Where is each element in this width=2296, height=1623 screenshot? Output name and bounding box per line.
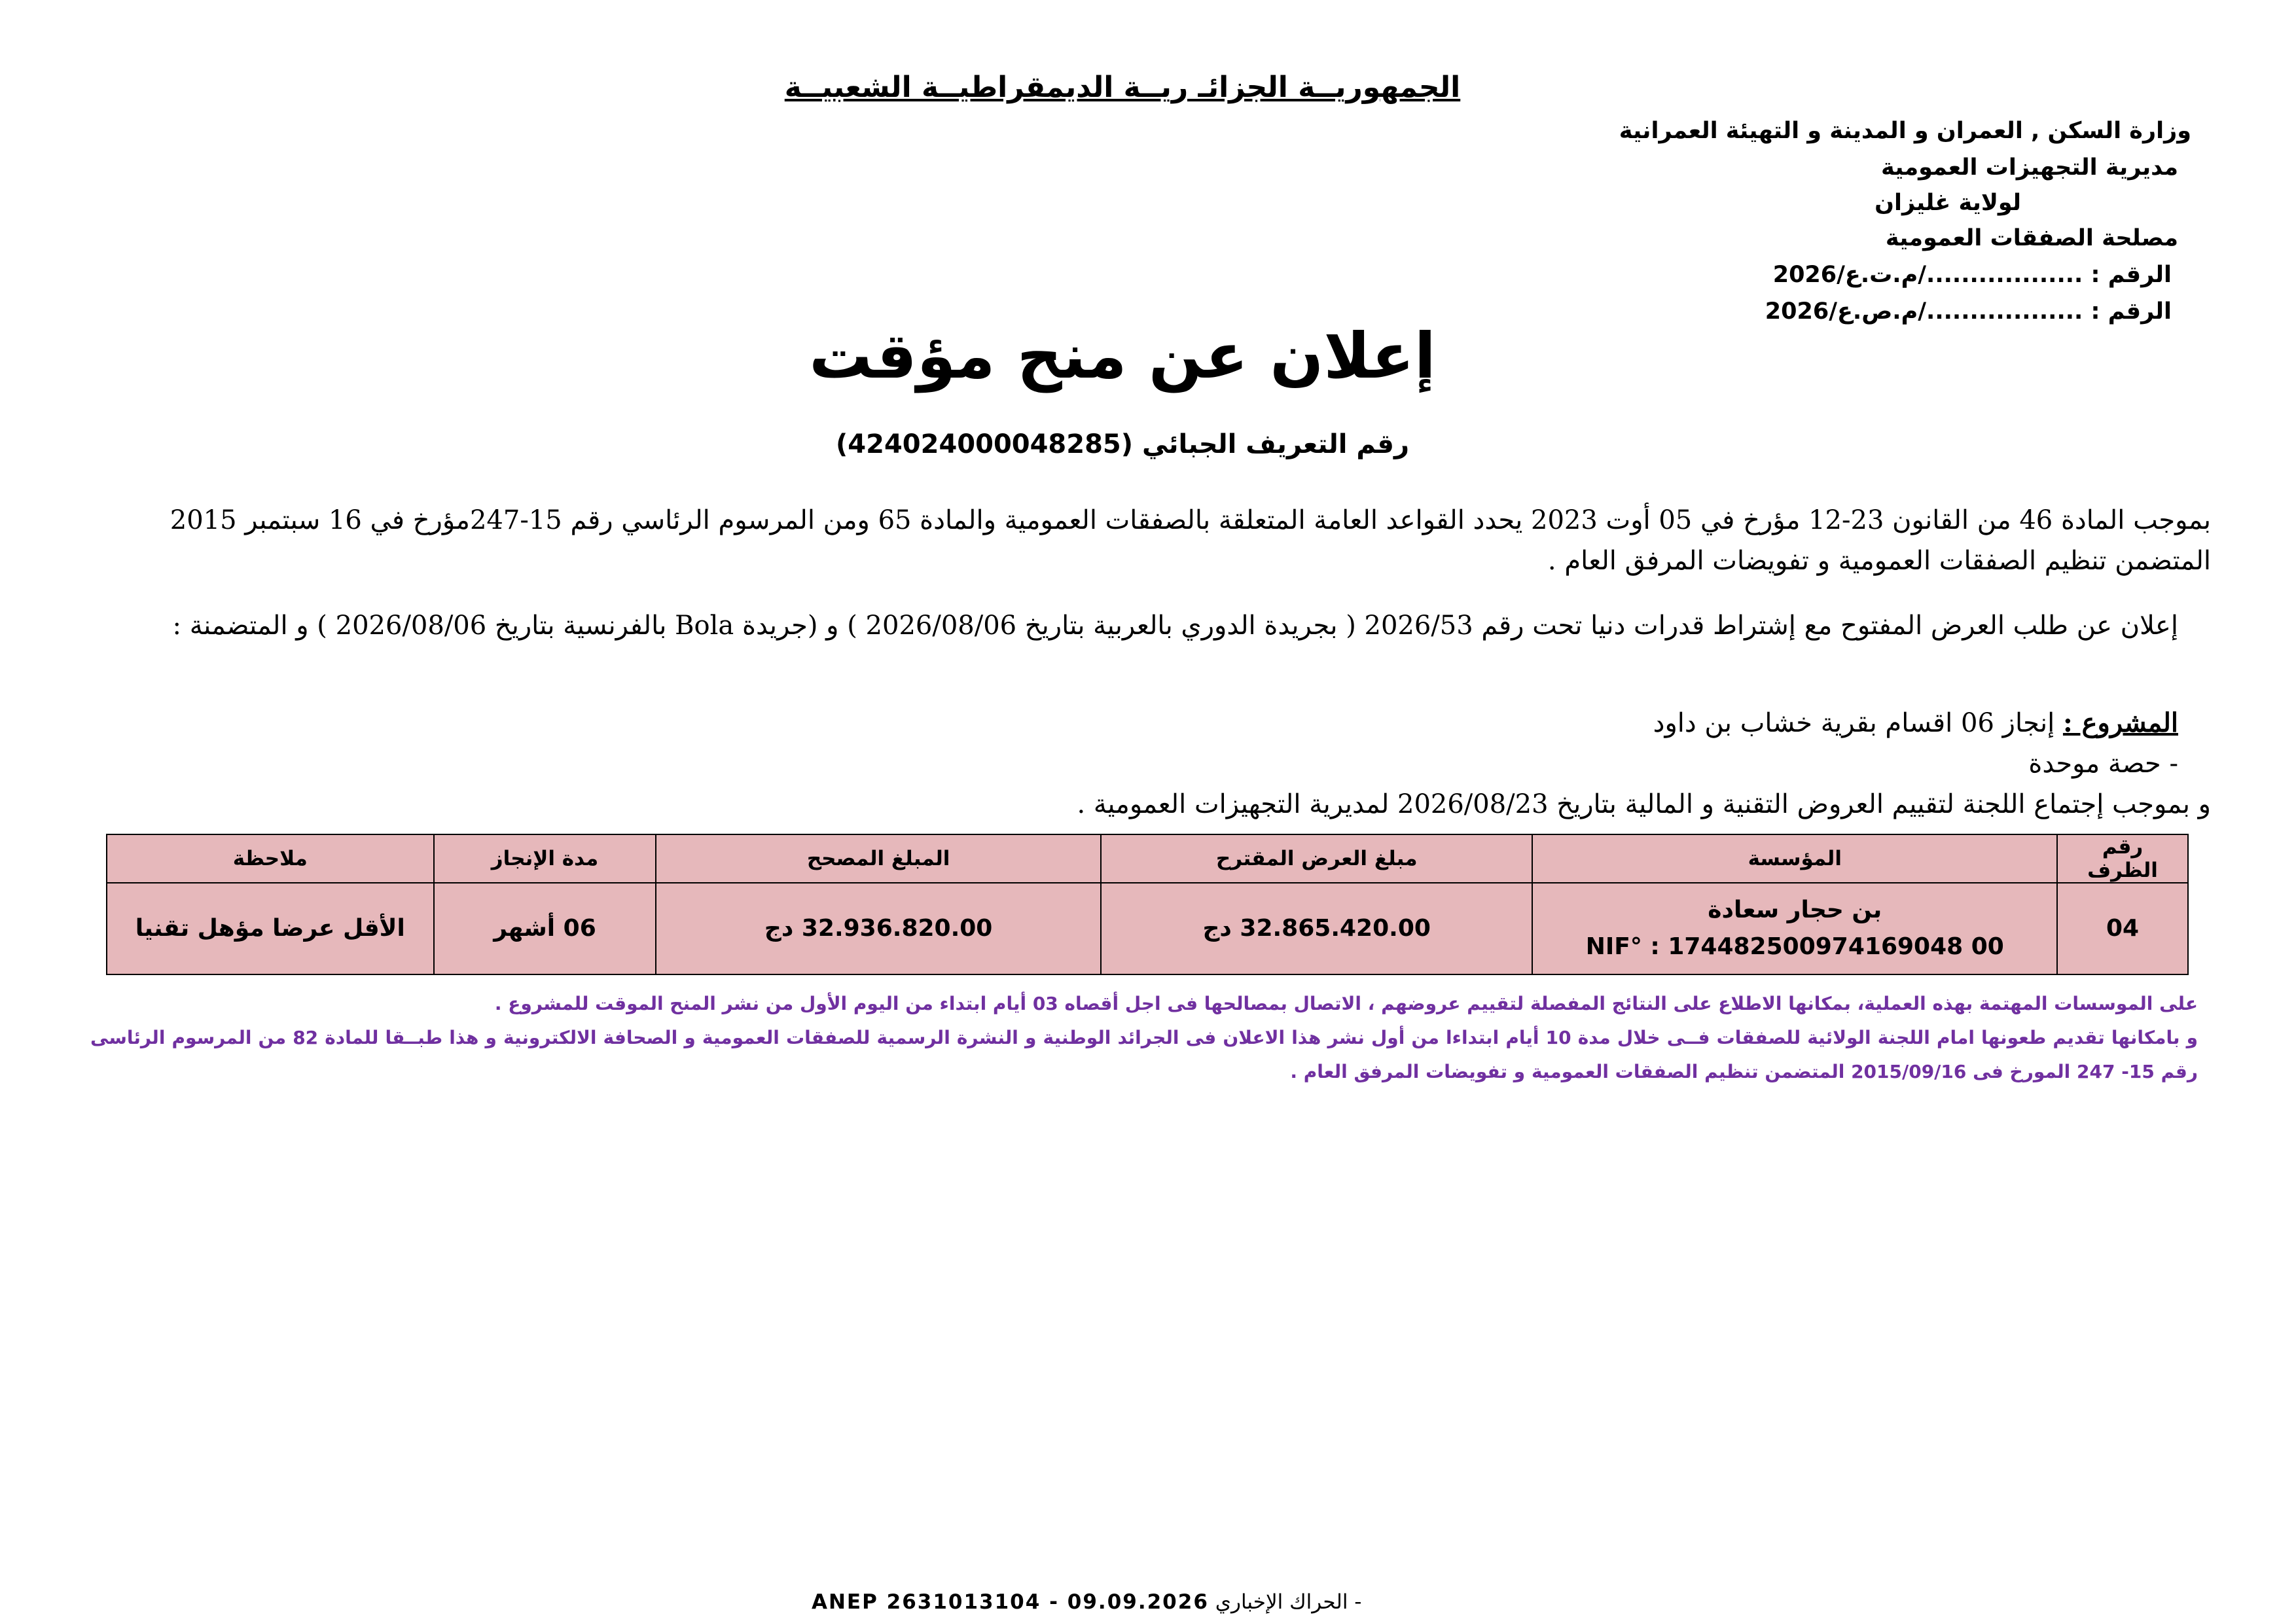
company-nif: NIF° : 174482500974169048 00 xyxy=(1585,933,2004,960)
table-header-row xyxy=(107,834,2188,883)
company-name: بن حجار سعادة xyxy=(1708,897,1882,923)
header-corrected: المبلغ المصحح xyxy=(656,834,1101,883)
table-row xyxy=(107,883,2188,974)
header-offer: مبلغ العرض المقترح xyxy=(1101,834,1533,883)
project-line xyxy=(1653,703,2178,743)
republic-text: الجمهوريــة الجزائـ ريــة الديمقراطيــة الشعبيــة xyxy=(784,71,1461,104)
header-company: المؤسسة xyxy=(1532,834,2057,883)
footer-source: - الحراك الإخباري xyxy=(1215,1590,1362,1614)
appeal-note-1: على الموسسات المهتمة بهذه العملية، بمكانها الاطلاع على النتائج المفصلة لتقييم عروضهم ، الاتصال بمصالحها فى اجل أقصاه 03 أيام ابتداء من اليوم الأول من نشر المنح الموقت للمشروع . xyxy=(494,993,2198,1014)
header-envelope: رقم الظرف xyxy=(2057,834,2188,883)
project-label: المشروع : xyxy=(2062,707,2178,738)
announcement-title: إعلان عن منح مؤقت xyxy=(809,319,1436,393)
wilaya-name: لولاية غليزان xyxy=(1874,190,2021,216)
ministry-name: وزارة السكن , العمران و المدينة و التهيئة العمرانية xyxy=(1619,118,2191,144)
meeting-line: و بموجب إجتماع اللجنة لتقييم العروض التقنية و المالية بتاريخ 2026/08/23 لمديرية التجهيزات العمومية . xyxy=(1077,789,2211,819)
preamble-paragraph: بموجب المادة 46 من القانون 23-12 مؤرخ في 05 أوت 2023 يحدد القواعد العامة المتعلقة بالصفقات العمومية والمادة 65 ومن المرسوم الرئاسي رقم 15-247مؤرخ في 16 سبتمبر 2015 المتضمن تنظيم الصفقات العمومية و تفويضات المرفق العام . xyxy=(170,505,2211,576)
cell-company xyxy=(1532,883,2057,974)
cell-envelope: 04 xyxy=(2057,883,2188,974)
lot-line: - حصة موحدة xyxy=(2028,749,2178,779)
cell-offer: 32.865.420.00 دج xyxy=(1101,883,1533,974)
footer-code: ANEP 2631013104 - 09.09.2026 xyxy=(812,1590,1209,1614)
cell-note: الأقل عرضا مؤهل تقنيا xyxy=(107,883,434,974)
results-table xyxy=(106,834,2189,975)
project-text: إنجاز 06 اقسام بقرية خشاب بن داود xyxy=(1653,708,2055,738)
tax-identification: رقم التعريف الجبائي (424024000048285) xyxy=(836,429,1409,459)
tender-notice-paragraph: إعلان عن طلب العرض المفتوح مع إشتراط قدرات دنيا تحت رقم 2026/53 ( بجريدة الدوري بالعربية بتاريخ 2026/08/06 ) و (جريدة Bola بالفرنسية بتاريخ 2026/08/06 ) و المتضمنة : xyxy=(172,611,2178,641)
header-note: ملاحظة xyxy=(107,834,434,883)
reference-number-2: الرقم : ................../م.ص.ع/2026 xyxy=(1765,298,2172,325)
cell-duration: 06 أشهر xyxy=(434,883,656,974)
service-name: مصلحة الصفقات العمومية xyxy=(1885,225,2178,251)
republic-heading xyxy=(0,71,2245,104)
header-duration: مدة الإنجاز xyxy=(434,834,656,883)
appeal-note-2: و بامكانها تقديم طعونها امام اللجنة الولائية للصفقات فــى خلال مدة 10 أيام ابتداءا من أول نشر هذا الاعلان فى الجرائد الوطنية و النشرة الرسمية للصفقات العمومية و الصحافة الالكترونية و هذا طبــقا للمادة 82 من المرسوم الرئاسى رقم 15- 247 المورخ فى 2015/09/16 المتضمن تنظيم الصفقات العمومية و تفويضات المرفق العام . xyxy=(90,1027,2198,1082)
reference-number-1: الرقم : ................../م.ت.ع/2026 xyxy=(1772,262,2172,288)
directorate-name: مديرية التجهيزات العمومية xyxy=(1880,154,2178,181)
cell-corrected: 32.936.820.00 دج xyxy=(656,883,1101,974)
footer xyxy=(812,1590,1361,1614)
